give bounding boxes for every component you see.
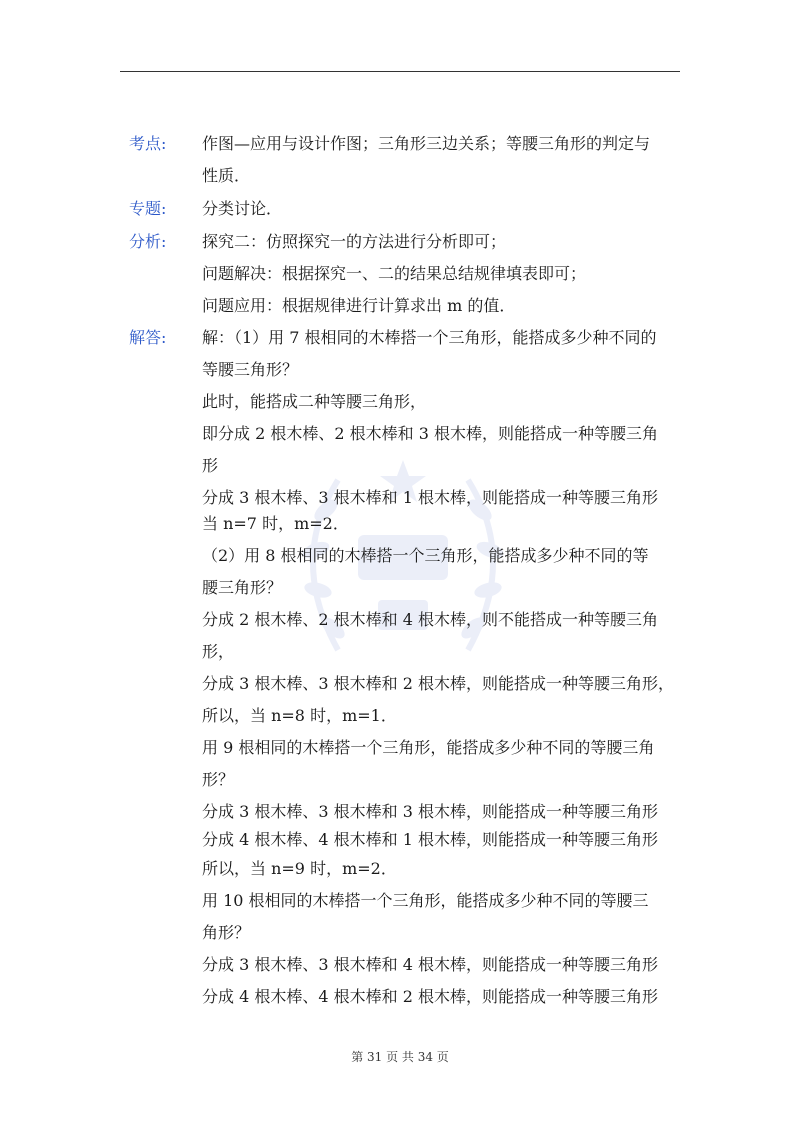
text-line: 问题解决：根据探究一、二的结果总结规律填表即可； [202, 264, 587, 283]
label-fenxi: 分析: [129, 232, 167, 251]
text-line: 解：（1）用 7 根相同的木棒搭一个三角形，能搭成多少种不同的 [202, 328, 657, 347]
text-line: 分成 3 根木棒、3 根木棒和 2 根木棒，则能搭成一种等腰三角形， [202, 674, 674, 693]
text-line: 分成 4 根木棒、4 根木棒和 1 根木棒，则能搭成一种等腰三角形 [202, 830, 658, 849]
text-line: （2）用 8 根相同的木棒搭一个三角形，能搭成多少种不同的等 [202, 546, 649, 565]
text-line: 分成 3 根木棒、3 根木棒和 1 根木棒，则能搭成一种等腰三角形 [202, 488, 658, 507]
text-line: 性质． [202, 166, 251, 185]
text-line: 用 9 根相同的木棒搭一个三角形，能搭成多少种不同的等腰三角 [202, 738, 655, 757]
label-zhuanti: 专题: [129, 199, 167, 218]
text-line: 作图—应用与设计作图；三角形三边关系；等腰三角形的判定与 [202, 134, 651, 153]
text-line: 所以，当 n=9 时，m=2． [202, 859, 397, 878]
text-line: 分成 2 根木棒、2 根木棒和 4 根木棒，则不能搭成一种等腰三角 [202, 610, 658, 629]
text-line: 等腰三角形？ [202, 360, 299, 379]
header-rule [120, 71, 680, 72]
text-line: 形？ [202, 770, 235, 789]
text-line: 分成 3 根木棒、3 根木棒和 3 根木棒，则能搭成一种等腰三角形 [202, 802, 658, 821]
text-line: 形 [202, 456, 219, 475]
text-line: 角形？ [202, 923, 251, 942]
text-line: 形， [202, 642, 235, 661]
text-line: 分成 4 根木棒、4 根木棒和 2 根木棒，则能搭成一种等腰三角形 [202, 987, 658, 1006]
text-line: 当 n=7 时，m=2． [202, 514, 349, 533]
page-footer: 第 31 页 共 34 页 [351, 1050, 449, 1064]
text-line: 分类讨论． [202, 199, 283, 218]
text-line: 分成 3 根木棒、3 根木棒和 4 根木棒，则能搭成一种等腰三角形 [202, 955, 658, 974]
text-line: 即分成 2 根木棒、2 根木棒和 3 根木棒，则能搭成一种等腰三角 [202, 424, 658, 443]
text-line: 问题应用：根据规律进行计算求出 m 的值． [202, 296, 516, 315]
label-kaodian: 考点: [129, 134, 167, 153]
text-line: 所以，当 n=8 时，m=1． [202, 706, 397, 725]
text-line: 腰三角形？ [202, 578, 283, 597]
text-line: 用 10 根相同的木棒搭一个三角形，能搭成多少种不同的等腰三 [202, 891, 649, 910]
text-line: 此时，能搭成二种等腰三角形， [202, 392, 427, 411]
text-line: 探究二：仿照探究一的方法进行分析即可； [202, 232, 507, 251]
label-jieda: 解答: [129, 328, 167, 347]
